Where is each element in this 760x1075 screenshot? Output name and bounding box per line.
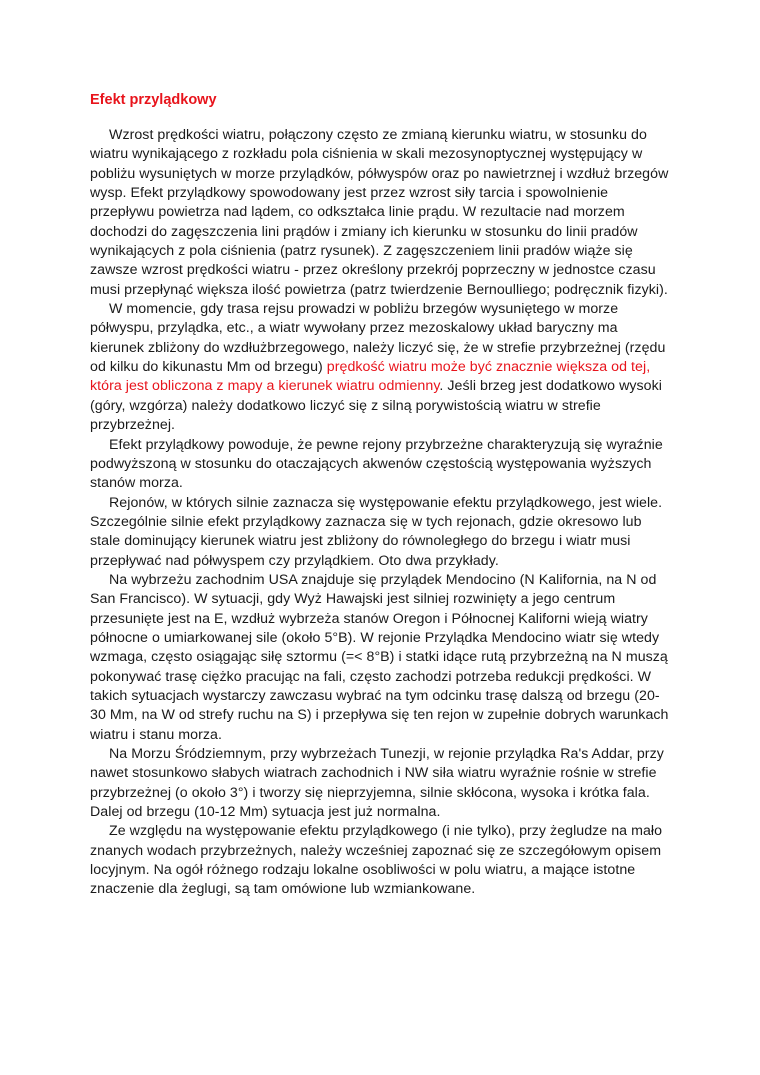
paragraph-definition: Wzrost prędkości wiatru, połączony często ze zmianą kierunku wiatru, w stosunku do wiatru wynikającego z rozkładu pola ciśnienia w skali mezosynoptycznej występujący w pobliżu wysuniętych w morze przylądków, półwyspów oraz po nawietrznej i wzdłuż brzegów wysp. Efekt przylądkowy spowodowany jest przez wzrost siły tarcia i spowolnienie przepływu powietrza nad lądem, co odkształca linie prądu. W rezultacie nad morzem dochodzi do zagęszczenia lini prądów i zmiany ich kierunku w stosunku do linii pradów wynikających z pola ciśnienia (patrz rysunek). Z zagęszczeniem linii pradów wiąże się zawsze wzrost prędkości wiatru - przez określony przekrój poprzeczny w jednostce czasu musi przepłynąć większa ilość powietrza (patrz twierdzenie Bernoulliego; podręcznik fizyki). [90, 127, 669, 298]
paragraph-route-warning-text-after: . Jeśli brzeg jest dodatkowo wysoki (góry, wzgórza) należy dodatkowo liczyć się z silną porywistością wiatru w strefie przybrzeżnej. [90, 378, 662, 434]
paragraph-example-mendocino: Na wybrzeżu zachodnim USA znajduje się przylądek Mendocino (N Kalifornia, na N od San Francisco). W sytuacji, gdy Wyż Hawajski jest silniej rozwinięty a jego centrum przesunięte jest na E, wzdłuż wybrzeża stanów Oregon i Północnej Kaliforni wieją wiatry północne o umiarkowanej sile (około 5°B). W rejonie Przylądka Mendocino wiatr się wtedy wzmaga, często osiągając siłę sztormu (=< 8°B) i statki idące rutą przybrzeżną na N muszą pokonywać trasę ciężko pracując na fali, często zachodzi potrzeba redukcji prędkości. W takich sytuacjach wystarczy zawczasu wybrać na tym odcinku trasę dalszą od brzegu (20-30 Mm, na W od strefy ruchu na S) i przepływa się ten rejon w zupełnie dobrych warunkach wiatru i stanu morza. [90, 571, 669, 743]
paragraph-route-warning [90, 300, 672, 435]
document-title: Efekt przylądkowy [90, 92, 217, 108]
document-body [90, 90, 672, 900]
paragraph-example-tunisia: Na Morzu Śródziemnym, przy wybrzeżach Tunezji, w rejonie przylądka Ra's Addar, przy nawet stosunkowo słabych wiatrach zachodnich i NW siła wiatru wyraźnie rośnie w strefie przybrzeżnej (o około 3°) i tworzy się nieprzyjemna, silnie skłócona, wysoka i krótka fala. Dalej od brzegu (10-12 Mm) sytuacja jest już normalna. [90, 746, 664, 821]
highlighted-warning-text: prędkość wiatru może być znacznie większa od tej, która jest obliczona z mapy a kierunek wiatru odmienny [90, 359, 651, 395]
paragraph-conclusion: Ze względu na występowanie efektu przylądkowego (i nie tylko), przy żegludze na mało znanych wodach przybrzeżnych, należy wcześniej zapoznać się ze szczegółowym opisem locyjnym. Na ogół różnego rodzaju lokalne osobliwości w polu wiatru, a mające istotne znaczenie dla żeglugi, są tam omówione lub wzmiankowane. [90, 823, 663, 898]
paragraph-regions: Rejonów, w których silnie zaznacza się występowanie efektu przylądkowego, jest wiele. Szczególnie silnie efekt przylądkowy zaznacza się w tych rejonach, gdzie okresowo lub stale dominujący kierunek wiatru jest zbliżony do równoległego do brzegu i wiatr musi przepływać nad półwyspem czy przylądkiem. Oto dwa przykłady. [90, 494, 663, 569]
paragraph-sea-state: Efekt przylądkowy powoduje, że pewne rejony przybrzeżne charakteryzują się wyraźnie podwyższoną w stosunku do otaczających akwenów częstością występowania wyższych stanów morza. [90, 436, 663, 492]
paragraph-route-warning-text-before: W momencie, gdy trasa rejsu prowadzi w pobliżu brzegów wysuniętego w morze półwyspu, przylądka, etc., a wiatr wywołany przez mezoskalowy układ baryczny ma kierunek zbliżony do wzdłużbrzegowego, należy liczyć się, że w strefie przybrzeżnej (rzędu od kilku do kikunastu Mm od brzegu) [90, 301, 666, 376]
